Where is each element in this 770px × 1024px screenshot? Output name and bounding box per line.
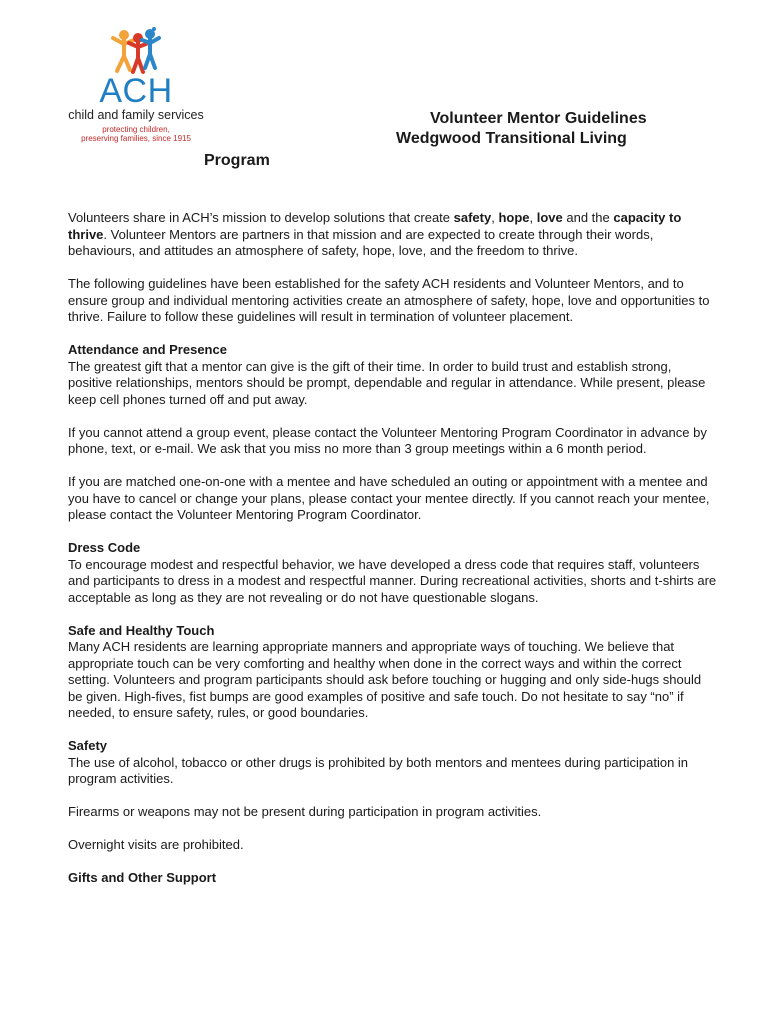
section-heading-gifts: Gifts and Other Support bbox=[68, 870, 217, 885]
intro-bold-hope: hope bbox=[498, 210, 530, 225]
dress-code-paragraph: To encourage modest and respectful behavior, we have developed a dress code that requires staff, volunteers and participants to dress in a modest and respectful manner. During recreational activities, shorts and t-shirts are acceptable as long as they are not revealing or do not have questionable slogans. bbox=[68, 556, 717, 605]
intro-text: . Volunteer Mentors are partners in that mission and are expected to create through their words, behaviours, and attitudes an atmosphere of safety, hope, love, and the freedom to thrive. bbox=[68, 226, 654, 258]
attendance-paragraph-1: The greatest gift that a mentor can give is the gift of their time. In order to build trust and establish strong, positive relationships, mentors should be prompt, dependable and regular in attendance. While present, please keep cell phones turned off and put away. bbox=[68, 358, 706, 407]
document-body bbox=[68, 210, 718, 887]
touch-paragraph: Many ACH residents are learning appropriate manners and appropriate ways of touching. We believe that appropriate touch can be very comforting and healthy when done in the correct ways and within the correct setting. Volunteers and program participants should ask before touching or hugging and only side-hugs should be given. High-fives, fist bumps are good examples of positive and safe touch. Do not hesitate to say “no” if needed, to ensure safety, rules, or good boundaries. bbox=[68, 639, 702, 720]
intro-bold-love: love bbox=[536, 210, 563, 225]
attendance-paragraph-3: If you are matched one-on-one with a mentee and have scheduled an outing or appointment with a mentee and you have to cancel or change your plans, please contact your mentee directly. If you cannot reach your mentee, please contact the Volunteer Mentoring Program Coordinator. bbox=[68, 474, 710, 522]
intro-text: and the bbox=[562, 210, 614, 225]
logo-tagline-2: preserving families, since 1915 bbox=[81, 134, 191, 143]
intro-bold-safety: safety bbox=[453, 210, 492, 225]
section-heading-safety: Safety bbox=[68, 738, 108, 753]
document-title-line-3: Program bbox=[204, 152, 270, 169]
document-title-line-1: Volunteer Mentor Guidelines bbox=[430, 110, 647, 127]
document-title-line-2: Wedgwood Transitional Living bbox=[396, 130, 627, 147]
intro-text: Volunteers share in ACH’s mission to develop solutions that create bbox=[68, 210, 454, 225]
section-heading-dress-code: Dress Code bbox=[68, 540, 141, 555]
intro-paragraph-2: The following guidelines have been established for the safety ACH residents and Volunteer Mentors, and to ensure group and individual mentoring activities create an atmosphere of safety, hope, love and opportunities to thrive. Failure to follow these guidelines will result in termination of volunteer placement. bbox=[68, 276, 710, 324]
section-heading-attendance: Attendance and Presence bbox=[68, 342, 227, 357]
intro-bold-capacity: capacity to thrive bbox=[68, 210, 682, 242]
logo-wordmark: ACH bbox=[99, 72, 173, 110]
safety-paragraph-1: The use of alcohol, tobacco or other drugs is prohibited by both mentors and mentees during participation in program activities. bbox=[68, 754, 689, 786]
logo-tagline-1: protecting children, bbox=[102, 125, 170, 134]
attendance-paragraph-2: If you cannot attend a group event, please contact the Volunteer Mentoring Program Coordinator in advance by phone, text, or e-mail. We ask that you miss no more than 3 group meetings within a 6 month period. bbox=[68, 424, 707, 456]
safety-paragraph-2: Firearms or weapons may not be present during participation in program activities. bbox=[68, 804, 542, 819]
ach-logo bbox=[66, 26, 206, 146]
section-heading-touch: Safe and Healthy Touch bbox=[68, 622, 215, 638]
intro-text: , bbox=[491, 210, 499, 225]
ach-figures-icon bbox=[66, 26, 206, 76]
logo-subtitle: child and family services bbox=[68, 108, 204, 122]
intro-paragraph-1 bbox=[68, 210, 718, 260]
intro-text: , bbox=[529, 210, 537, 225]
safety-paragraph-3: Overnight visits are prohibited. bbox=[68, 837, 244, 852]
